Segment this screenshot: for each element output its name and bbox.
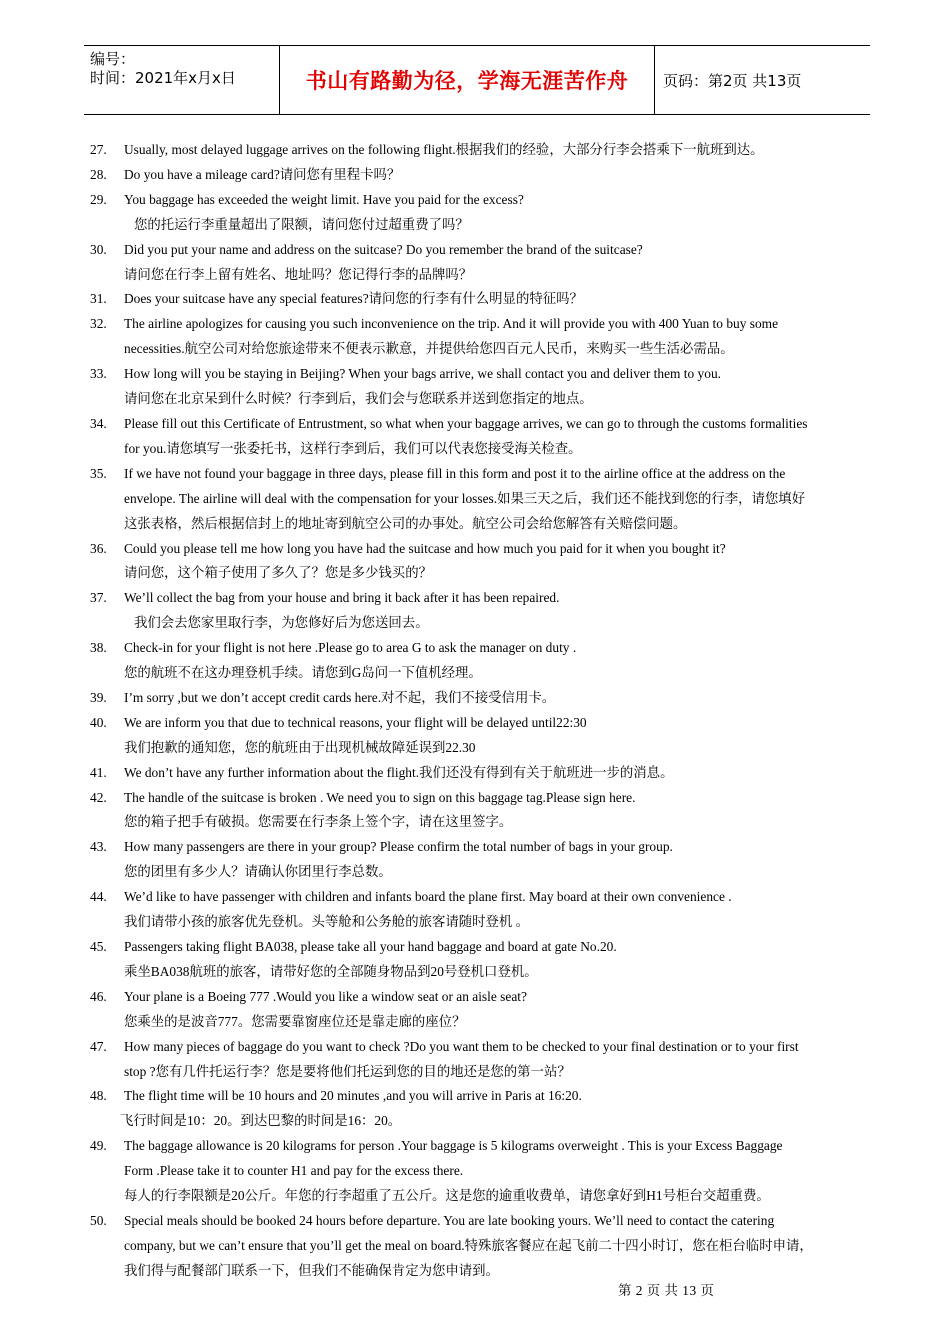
item-number: 36. — [90, 540, 107, 556]
item-translation: 您的团里有多少人？请确认你团里行李总数。 — [124, 864, 392, 880]
item-translation: 请问您在行李上留有姓名、地址吗？您记得行李的品牌吗？ — [124, 266, 473, 282]
item-text — [124, 138, 868, 163]
item-number: 43. — [90, 839, 107, 855]
list-item — [90, 287, 868, 312]
list-item — [90, 686, 868, 711]
list-item — [90, 1084, 868, 1109]
item-number: 34. — [90, 415, 107, 431]
list-item — [90, 238, 868, 263]
item-line: Usually, most delayed luggage arrives on the following flight.根据我们的经验，大部分行李会搭乘下一航班到达。 — [124, 142, 764, 157]
document-number: 编号： — [90, 50, 136, 68]
item-line: The baggage allowance is 20 kilograms for person .Your baggage is 5 kilograms overweight . This is your Excess Baggage — [124, 1138, 783, 1154]
header-page-info: 页码：第2页 共13页 — [663, 71, 802, 90]
list-item — [90, 188, 868, 213]
item-line: The airline apologizes for causing you such inconvenience on the trip. And it will provide you with 400 Yuan to buy some — [124, 316, 779, 332]
item-number: 37. — [90, 590, 107, 606]
item-number: 48. — [90, 1088, 107, 1104]
item-line: We’ll collect the bag from your house and bring it back after it has been repaired. — [124, 590, 560, 606]
item-number: 32. — [90, 316, 107, 332]
list-item — [90, 1209, 868, 1284]
list-item — [90, 935, 868, 960]
list-item — [90, 462, 868, 537]
phrase-list — [90, 138, 868, 1284]
item-line: company, but we can’t ensure that you’ll get the meal on board.特殊旅客餐应在起飞前二十四小时订，您在柜台临时申请， — [124, 1237, 813, 1253]
item-number: 40. — [90, 714, 107, 730]
item-line: Your plane is a Boeing 777 .Would you like a window seat or an aisle seat? — [124, 988, 527, 1004]
item-text — [124, 885, 868, 910]
item-text — [124, 537, 868, 562]
list-item — [90, 362, 868, 387]
item-line: necessities.航空公司对给您旅途带来不便表示歉意，并提供给您四百元人民币，来购买一些生活必需品。 — [124, 341, 734, 357]
item-number: 38. — [90, 640, 107, 656]
item-number: 35. — [90, 465, 107, 481]
item-line: How many passengers are there in your group? Please confirm the total number of bags in your group. — [124, 839, 673, 855]
item-line: 这张表格，然后根据信封上的地址寄到航空公司的办事处。航空公司会给您解答有关赔偿问题。 — [124, 515, 687, 531]
list-item — [90, 835, 868, 860]
list-item — [90, 412, 868, 462]
item-text — [124, 238, 868, 263]
list-item — [90, 636, 868, 661]
item-line: Could you please tell me how long you have had the suitcase and how much you paid for it when you bought it? — [124, 540, 726, 556]
item-line: If we have not found your baggage in three days, please fill in this form and post it to the airline office at the address on the — [124, 465, 786, 481]
item-number: 49. — [90, 1138, 107, 1154]
item-line: How many pieces of baggage do you want to check ?Do you want them to be checked to your final destination or to your first — [124, 1038, 799, 1054]
item-text — [124, 686, 868, 711]
item-translation: 请问您，这个箱子使用了多久了？您是多少钱买的？ — [124, 565, 432, 581]
item-number: 39. — [90, 689, 107, 705]
item-number: 45. — [90, 939, 107, 954]
list-item — [90, 786, 868, 811]
item-text — [124, 761, 868, 786]
document-date: 时间：2021年x月x日 — [90, 69, 236, 87]
item-text — [124, 412, 868, 462]
item-number: 31. — [90, 291, 107, 307]
item-line: stop ?您有几件托运行李？您是要将他们托运到您的目的地还是您的第一站？ — [124, 1063, 571, 1079]
item-number: 50. — [90, 1212, 107, 1228]
item-text — [124, 985, 868, 1010]
item-number: 27. — [90, 142, 107, 157]
item-line: Passengers taking flight BA038, please take all your hand baggage and board at gate No.20. — [124, 939, 617, 954]
item-text — [124, 711, 868, 736]
item-line: Check-in for your flight is not here .Please go to area G to ask the manager on duty . — [124, 640, 577, 656]
item-line: for you.请您填写一张委托书，这样行李到后，我们可以代表您接受海关检查。 — [124, 440, 582, 456]
item-number: 42. — [90, 789, 107, 805]
item-text — [124, 586, 868, 611]
item-text — [124, 287, 868, 312]
item-text — [124, 362, 868, 387]
item-line: You baggage has exceeded the weight limit. Have you paid for the excess? — [124, 191, 524, 207]
item-translation: 每人的行李限额是20公斤。年您的行李超重了五公斤。这是您的逾重收费单，请您拿好到H1号柜台交超重费。 — [124, 1188, 770, 1204]
item-translation: 飞行时间是10：20。到达巴黎的时间是16：20。 — [120, 1113, 402, 1129]
item-translation: 您的箱子把手有破损。您需要在行李条上签个字，请在这里签字。 — [124, 814, 513, 830]
item-line: The handle of the suitcase is broken . We need you to sign on this baggage tag.Please sign here. — [124, 789, 636, 805]
header-motto: 书山有路勤为径，学海无涯苦作舟 — [280, 46, 655, 114]
item-number: 41. — [90, 764, 107, 780]
item-line: How long will you be staying in Beijing? When your bags arrive, we shall contact you and deliver them to you. — [124, 366, 721, 382]
list-item — [90, 711, 868, 736]
list-item — [90, 586, 868, 611]
item-text — [124, 312, 868, 362]
item-translation: 您乘坐的是波音777。您需要靠窗座位还是靠走廊的座位？ — [124, 1013, 466, 1029]
item-text — [124, 935, 868, 960]
item-line: Special meals should be booked 24 hours before departure. You are late booking yours. We’ll need to contact the catering — [124, 1212, 775, 1228]
item-translation: 我们会去您家里取行李，为您修好后为您送回去。 — [134, 615, 429, 631]
item-line: envelope. The airline will deal with the compensation for your losses.如果三天之后，我们还不能找到您的行李，请您填好 — [124, 490, 806, 506]
item-text — [124, 1084, 868, 1109]
item-line: Please fill out this Certificate of Entrustment, so what when your baggage arrives, we can go to through the customs formalities — [124, 415, 808, 431]
list-item — [90, 885, 868, 910]
item-line: The flight time will be 10 hours and 20 minutes ,and you will arrive in Paris at 16:20. — [124, 1088, 582, 1104]
item-line: I’m sorry ,but we don’t accept credit cards here.对不起，我们不接受信用卡。 — [124, 689, 556, 705]
item-translation: 我们抱歉的通知您，您的航班由于出现机械故障延误到22.30 — [124, 739, 476, 755]
item-translation: 您的托运行李重量超出了限额，请问您付过超重费了吗？ — [134, 216, 469, 232]
item-text — [124, 1209, 868, 1284]
item-line: We are inform you that due to technical reasons, your flight will be delayed until22:30 — [124, 714, 587, 730]
list-item — [90, 985, 868, 1010]
item-text — [124, 462, 868, 537]
item-number: 44. — [90, 889, 107, 905]
item-translation: 我们请带小孩的旅客优先登机。头等舱和公务舱的旅客请随时登机 。 — [124, 914, 530, 930]
item-line: Do you have a mileage card?请问您有里程卡吗？ — [124, 166, 401, 182]
list-item — [90, 537, 868, 562]
item-text — [124, 786, 868, 811]
item-line: 我们得与配餐部门联系一下，但我们不能确保肯定为您申请到。 — [124, 1262, 499, 1278]
item-line: Does your suitcase have any special features?请问您的行李有什么明显的特征吗？ — [124, 291, 583, 307]
list-item — [90, 761, 868, 786]
list-item — [90, 1134, 868, 1184]
item-number: 47. — [90, 1038, 107, 1054]
header-meta — [84, 46, 280, 114]
item-number: 28. — [90, 166, 107, 182]
page-header — [84, 45, 870, 115]
item-line: We don’t have any further information about the flight.我们还没有得到有关于航班进一步的消息。 — [124, 764, 674, 780]
list-item — [90, 163, 868, 188]
item-text — [124, 636, 868, 661]
item-text — [124, 188, 868, 213]
item-number: 33. — [90, 366, 107, 382]
list-item — [90, 138, 868, 163]
item-number: 46. — [90, 988, 107, 1004]
item-translation: 乘坐BA038航班的旅客，请带好您的全部随身物品到20号登机口登机。 — [124, 963, 538, 979]
item-text — [124, 163, 868, 188]
item-line: Did you put your name and address on the suitcase? Do you remember the brand of the suitcase? — [124, 241, 643, 257]
item-line: Form .Please take it to counter H1 and pay for the excess there. — [124, 1163, 464, 1179]
page-footer: 第 2 页 共 13 页 — [618, 1283, 715, 1298]
item-number: 30. — [90, 241, 107, 257]
list-item — [90, 312, 868, 362]
item-text — [124, 1134, 868, 1184]
item-translation: 请问您在北京呆到什么时候？行李到后，我们会与您联系并送到您指定的地点。 — [124, 391, 593, 407]
list-item — [90, 1035, 868, 1085]
item-translation: 您的航班不在这办理登机手续。请您到G岛问一下值机经理。 — [124, 665, 482, 681]
item-line: We’d like to have passenger with children and infants board the plane first. May board at their own convenience . — [124, 889, 732, 905]
item-text — [124, 1035, 868, 1085]
item-number: 29. — [90, 191, 107, 207]
item-text — [124, 835, 868, 860]
